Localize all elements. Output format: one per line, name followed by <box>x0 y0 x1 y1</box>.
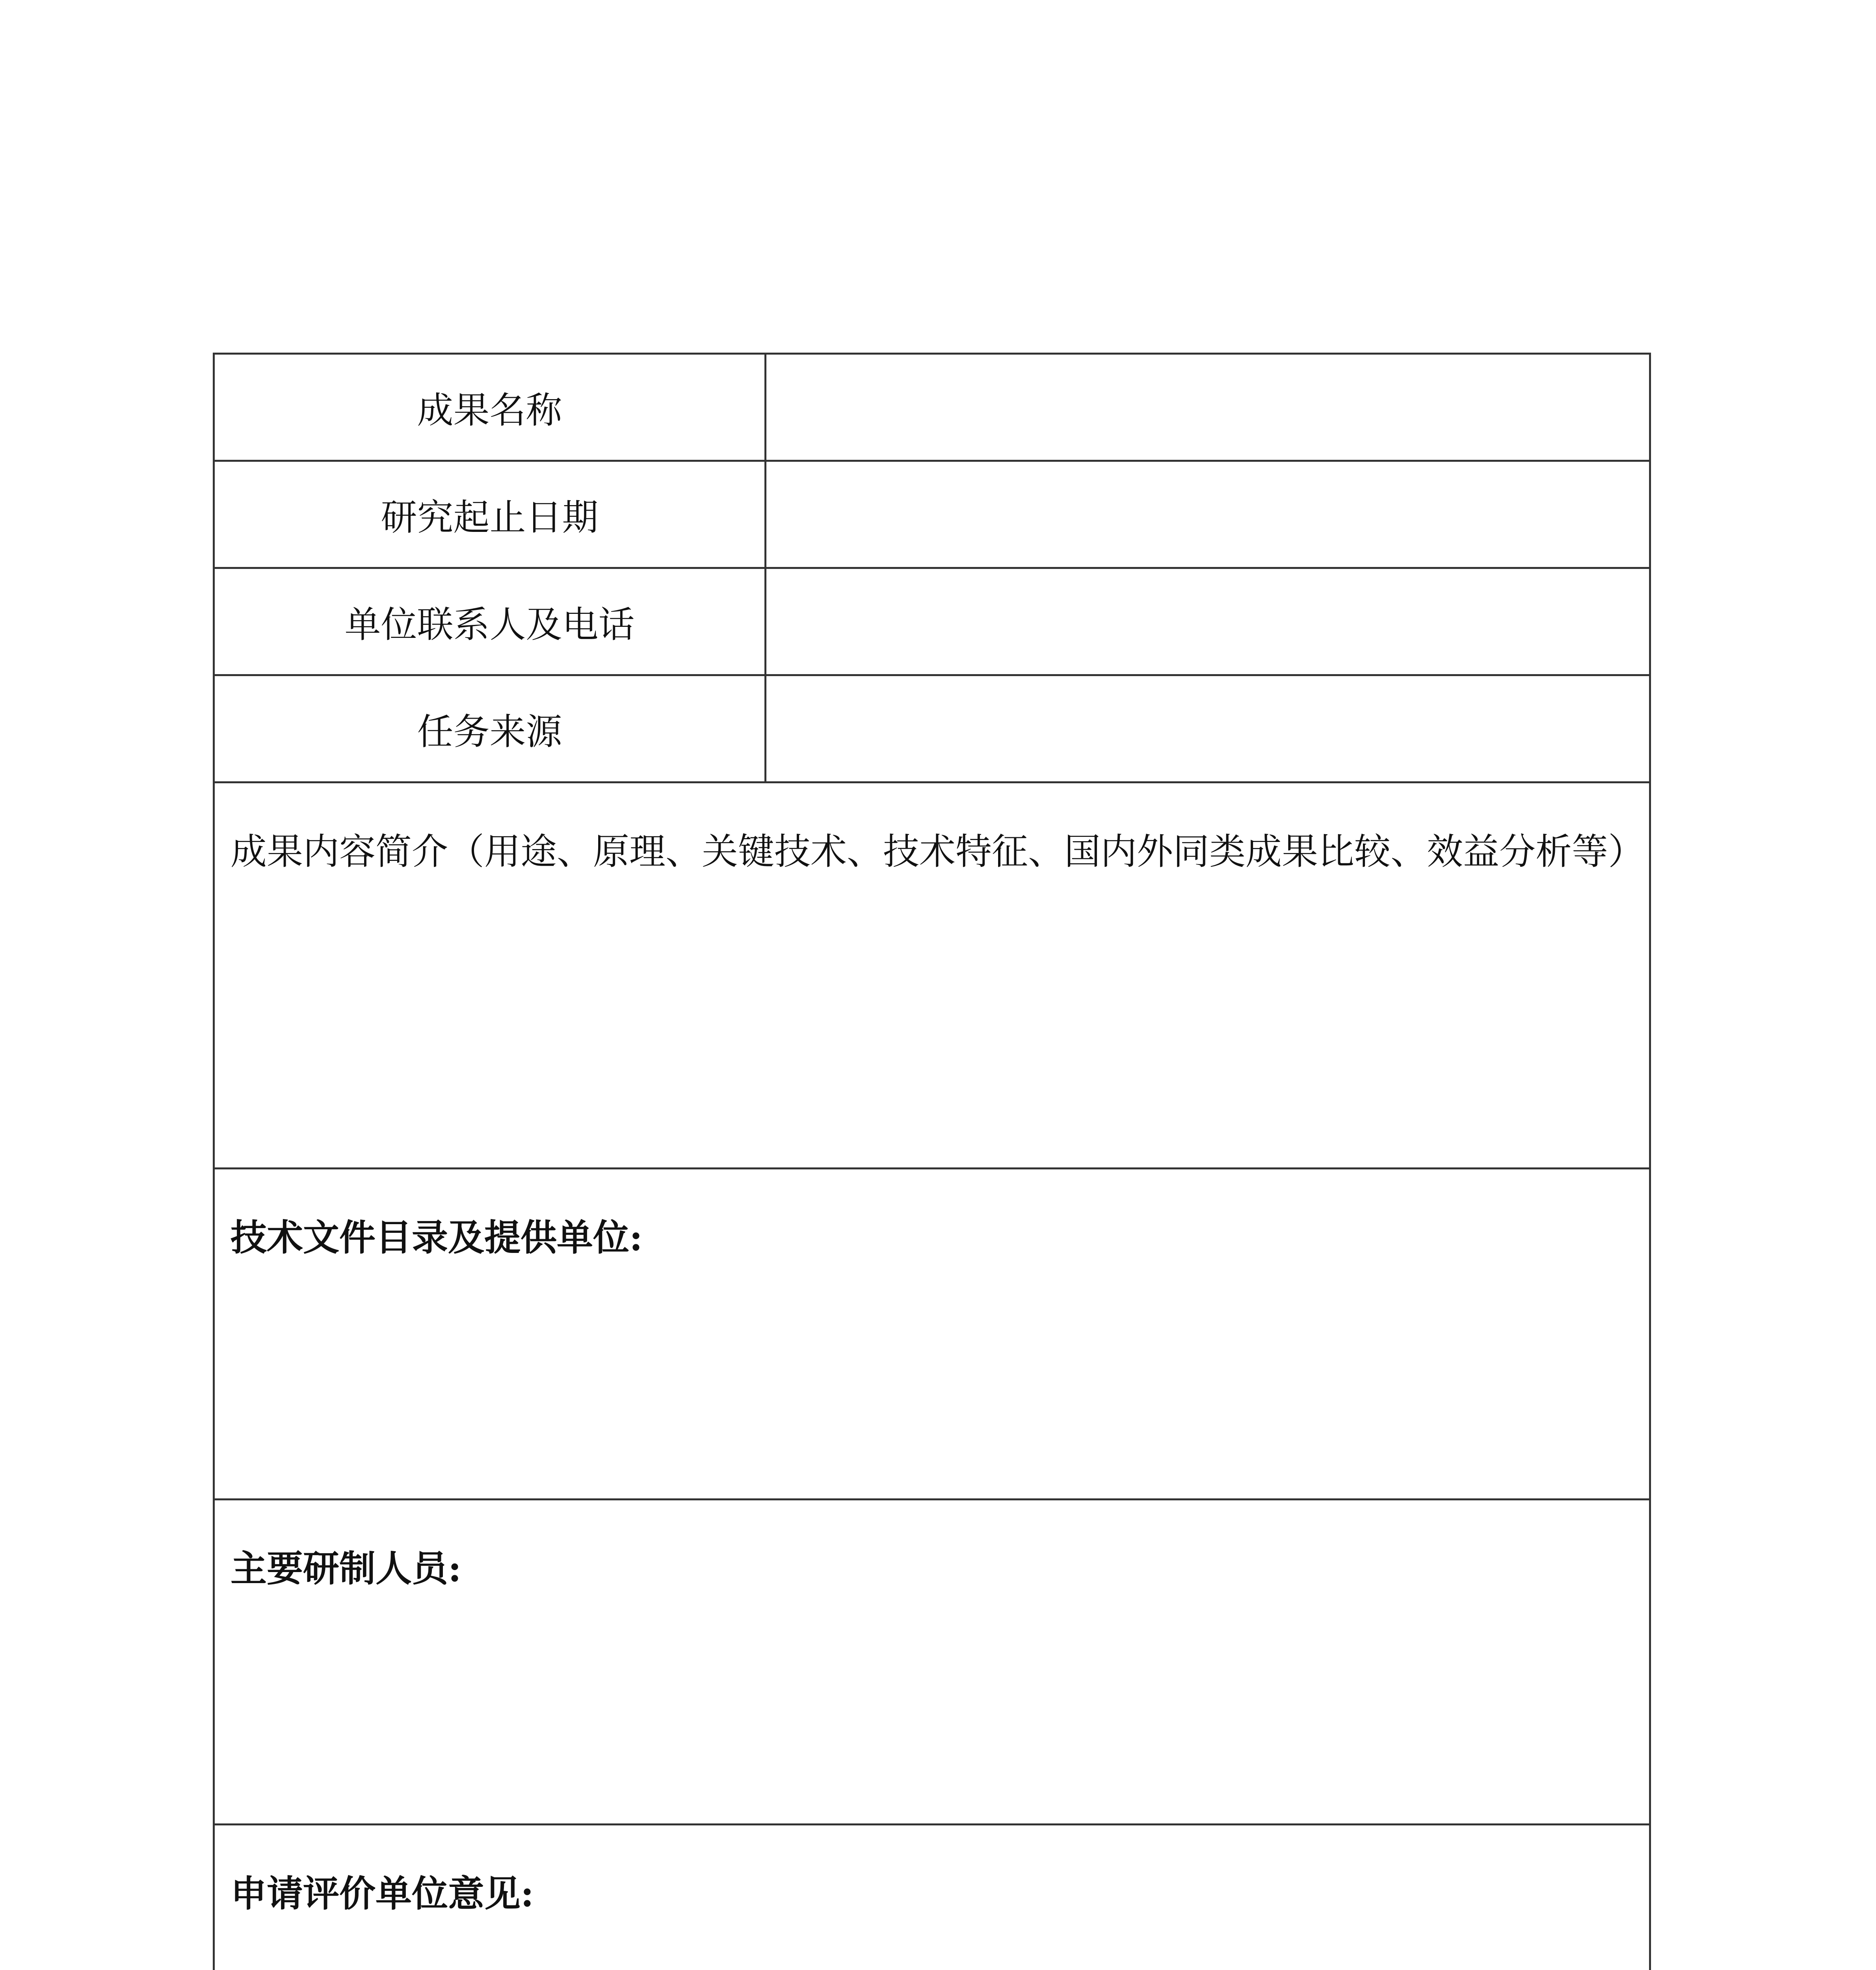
form-row-staff <box>214 1500 1650 1825</box>
contact-field[interactable] <box>766 568 1650 675</box>
docs-section[interactable] <box>214 1169 1650 1500</box>
staff-label: 主要研制人员: <box>231 1547 461 1590</box>
intro-label: 成果内容简介（用途、原理、关键技术、技术特征、国内外同类成果比较、效益分析等） <box>231 831 1645 873</box>
task-source-label: 任务来源 <box>214 675 766 782</box>
docs-label: 技术文件目录及提供单位: <box>231 1216 643 1259</box>
opinion-label: 申请评价单位意见: <box>231 1872 534 1915</box>
form-row-contact <box>214 568 1650 675</box>
achievement-name-label: 成果名称 <box>214 354 766 461</box>
form-row-intro <box>214 782 1650 1169</box>
opinion-section[interactable] <box>214 1825 1650 1970</box>
form-row-achievement-name <box>214 354 1650 461</box>
contact-label: 单位联系人及电话 <box>214 568 766 675</box>
research-period-label: 研究起止日期 <box>214 461 766 568</box>
application-form-table <box>213 353 1651 1970</box>
form-row-docs <box>214 1169 1650 1500</box>
form-row-research-period <box>214 461 1650 568</box>
form-row-opinion <box>214 1825 1650 1970</box>
intro-section[interactable] <box>214 782 1650 1169</box>
achievement-name-field[interactable] <box>766 354 1650 461</box>
form-row-task-source <box>214 675 1650 782</box>
staff-section[interactable] <box>214 1500 1650 1825</box>
research-period-field[interactable] <box>766 461 1650 568</box>
task-source-field[interactable] <box>766 675 1650 782</box>
